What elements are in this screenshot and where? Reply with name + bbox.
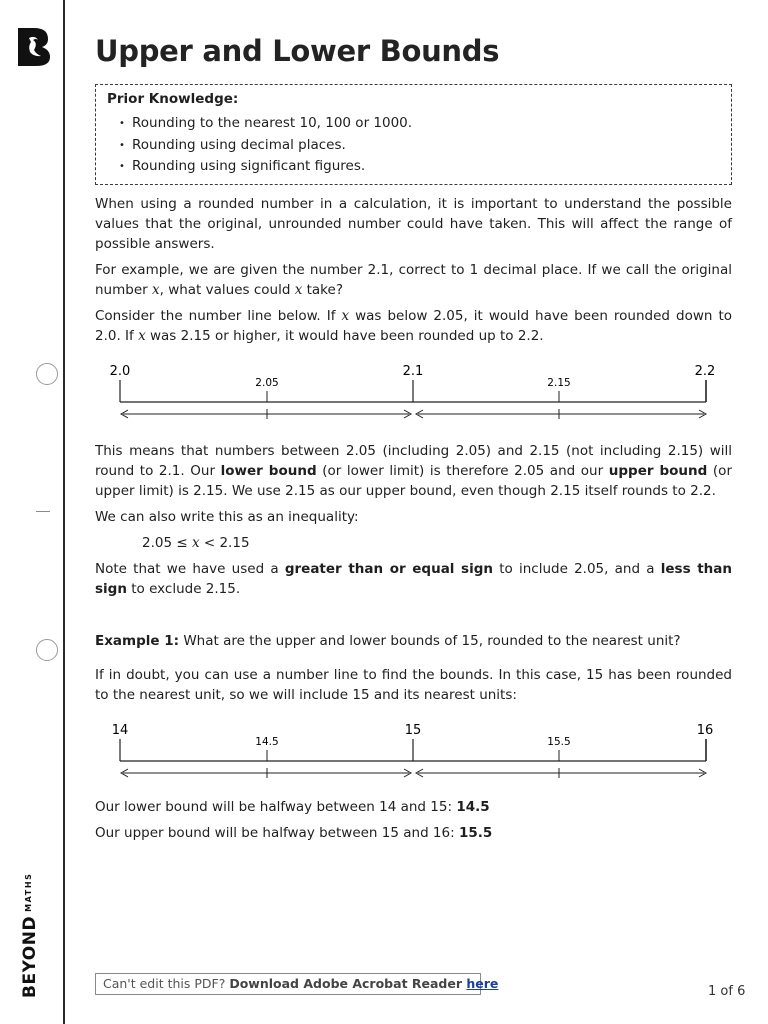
acrobat-notice: Can't edit this PDF? Download Adobe Acrobat Reader here (95, 973, 481, 995)
page-number: 1 of 6 (708, 984, 746, 999)
page-title: Upper and Lower Bounds (95, 34, 500, 68)
prior-knowledge-list (107, 113, 720, 178)
example-question: Example 1: What are the upper and lower bounds of 15, rounded to the nearest unit? (95, 633, 681, 649)
paragraph-intro: When using a rounded number in a calculation, it is important to understand the possible values that the original, unrounded number could have taken. This will affect the range of possible answers. (95, 196, 732, 252)
major-label: 14 (111, 723, 129, 738)
paragraph-inequality-intro: We can also write this as an inequality: (95, 509, 359, 525)
brand-small: MATHS (24, 872, 33, 912)
prior-knowledge-heading: Prior Knowledge: (107, 91, 239, 107)
prior-knowledge-box (95, 84, 732, 185)
minor-label: 2.05 (255, 377, 279, 389)
number-line-1 (95, 361, 732, 421)
list-item: • Rounding using decimal places. (107, 135, 720, 157)
list-item: • Rounding using significant figures. (107, 156, 720, 178)
major-label: 15 (404, 723, 422, 738)
list-item: • Rounding to the nearest 10, 100 or 1000. (107, 113, 720, 135)
margin-rule (63, 0, 65, 1024)
paragraph-example-intro: For example, we are given the number 2.1, correct to 1 decimal place. If we call the original number x, what values could x take? (95, 262, 732, 298)
punch-hole (36, 639, 58, 661)
punch-hole (36, 363, 58, 385)
paragraph-number-line: Consider the number line below. If x was below 2.05, it would have been rounded down to 2.0. If x was 2.15 or higher, it would have been rounded up to 2.2. (95, 308, 732, 344)
paragraph-bounds: This means that numbers between 2.05 (including 2.05) and 2.15 (not including 2.15) will round to 2.1. Our lower bound (or lower limit) is therefore 2.05 and our upper bound (or upper limit) is 2.15. We use 2.15 as our upper bound, even though 2.15 itself rounds to 2.2. (95, 443, 732, 499)
paragraph-lower-bound: Our lower bound will be halfway between 14 and 15: 14.5 (95, 799, 490, 815)
major-label: 2.0 (109, 364, 131, 379)
major-label: 16 (696, 723, 714, 738)
minor-label: 15.5 (547, 736, 571, 748)
beyond-logo-icon (14, 26, 52, 66)
brand-vertical (20, 872, 40, 998)
major-label: 2.1 (402, 364, 424, 379)
paragraph-upper-bound: Our upper bound will be halfway between 15 and 16: 15.5 (95, 825, 493, 841)
brand-big: BEYOND (20, 915, 40, 998)
paragraph-signs: Note that we have used a greater than or equal sign to include 2.05, and a less than sign to exclude 2.15. (95, 561, 733, 597)
download-reader-link[interactable]: here (466, 976, 499, 991)
fold-mark (36, 511, 50, 512)
number-line-2 (95, 720, 732, 780)
minor-label: 14.5 (255, 736, 279, 748)
paragraph-example-method: If in doubt, you can use a number line to find the bounds. In this case, 15 has been rounded to the nearest unit, so we will include 15 and its nearest units: (95, 667, 732, 703)
minor-label: 2.15 (547, 377, 571, 389)
major-label: 2.2 (694, 364, 716, 379)
inequality: 2.05 ≤ x < 2.15 (142, 535, 250, 551)
